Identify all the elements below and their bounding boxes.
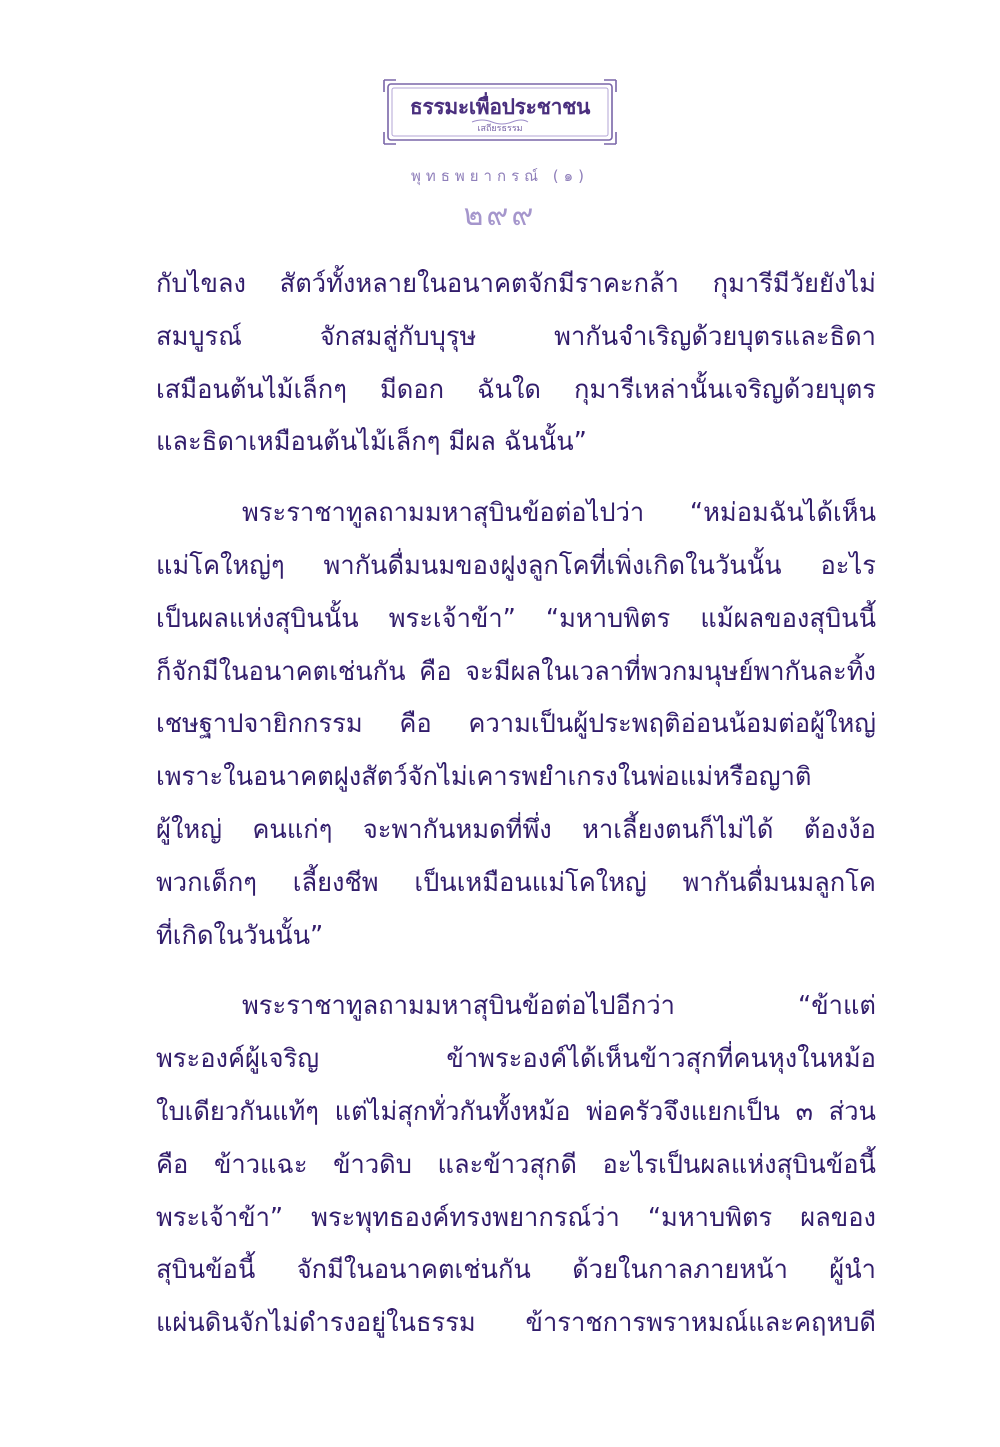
series-logo <box>382 78 618 146</box>
text-line: และธิดาเหมือนต้นไม้เล็กๆ มีผล ฉันนั้น” <box>156 427 587 458</box>
text-line: คือ ข้าวแฉะ ข้าวดิบ และข้าวสุกดี อะไรเป็นผลแห่งสุบินข้อนี้ <box>156 1149 876 1180</box>
text-line: ใบเดียวกันแท้ๆ แต่ไม่สุกทั่วกันทั้งหม้อ พ่อครัวจึงแยกเป็น ๓ ส่วน <box>156 1096 876 1127</box>
paragraph-spacer <box>156 469 876 487</box>
text-line: เสมือนต้นไม้เล็กๆ มีดอก ฉันใด กุมารีเหล่านั้นเจริญด้วยบุตร <box>156 374 876 405</box>
logo-subtitle: เสถียรธรรม <box>477 124 523 134</box>
paragraph-3 <box>156 980 876 1350</box>
logo-title: ธรรมะเพื่อประชาชน <box>409 95 591 119</box>
text-line: พระราชาทูลถามมหาสุบินข้อต่อไปอีกว่า “ข้าแต่ <box>242 991 876 1022</box>
text-line: เพราะในอนาคตฝูงสัตว์จักไม่เคารพยำเกรงในพ่อแม่หรือญาติ <box>156 762 812 793</box>
text-line: สุบินข้อนี้ จักมีในอนาคตเช่นกัน ด้วยในกาลภายหน้า ผู้นำ <box>156 1255 876 1286</box>
page-header <box>0 78 1000 239</box>
paragraph-1 <box>156 258 876 469</box>
paragraph-spacer <box>156 962 876 980</box>
body-text <box>156 258 876 1350</box>
text-line: ที่เกิดในวันนั้น” <box>156 920 324 951</box>
text-line: พระเจ้าข้า” พระพุทธองค์ทรงพยากรณ์ว่า “มหาบพิตร ผลของ <box>156 1202 876 1233</box>
text-line: แผ่นดินจักไม่ดำรงอยู่ในธรรม ข้าราชการพราหมณ์และคฤหบดี <box>156 1308 876 1339</box>
text-line: เป็นผลแห่งสุบินนั้น พระเจ้าข้า” “มหาบพิตร แม้ผลของสุบินนี้ <box>156 603 876 634</box>
text-line: พระองค์ผู้เจริญ ข้าพระองค์ได้เห็นข้าวสุกที่คนหุงในหม้อ <box>156 1044 876 1075</box>
text-line: พวกเด็กๆ เลี้ยงชีพ เป็นเหมือนแม่โคใหญ่ พากันดื่มนมลูกโค <box>156 867 876 898</box>
text-line: แม่โคใหญ่ๆ พากันดื่มนมของฝูงลูกโคที่เพิ่งเกิดในวันนั้น อะไร <box>156 550 876 581</box>
page-number: ๒๙๙ <box>463 198 537 233</box>
book-title: พุทธพยากรณ์ (๑) <box>410 167 590 185</box>
text-line: ก็จักมีในอนาคตเช่นกัน คือ จะมีผลในเวลาที่พวกมนุษย์พากันละทิ้ง <box>156 656 876 687</box>
text-line: เชษฐาปจายิกกรรม คือ ความเป็นผู้ประพฤติอ่อนน้อมต่อผู้ใหญ่ <box>156 709 876 740</box>
text-line: กับไขลง สัตว์ทั้งหลายในอนาคตจักมีราคะกล้า กุมารีมีวัยยังไม่ <box>156 269 876 299</box>
text-line: ผู้ใหญ่ คนแก่ๆ จะพากันหมดที่พึ่ง หาเลี้ยงตนก็ไม่ได้ ต้องง้อ <box>156 814 876 845</box>
text-line: พระราชาทูลถามมหาสุบินข้อต่อไปว่า “หม่อมฉันได้เห็น <box>242 498 876 529</box>
paragraph-2 <box>156 487 876 962</box>
text-line: สมบูรณ์ จักสมสู่กับบุรุษ พากันจำเริญด้วยบุตรและธิดา <box>156 321 876 352</box>
